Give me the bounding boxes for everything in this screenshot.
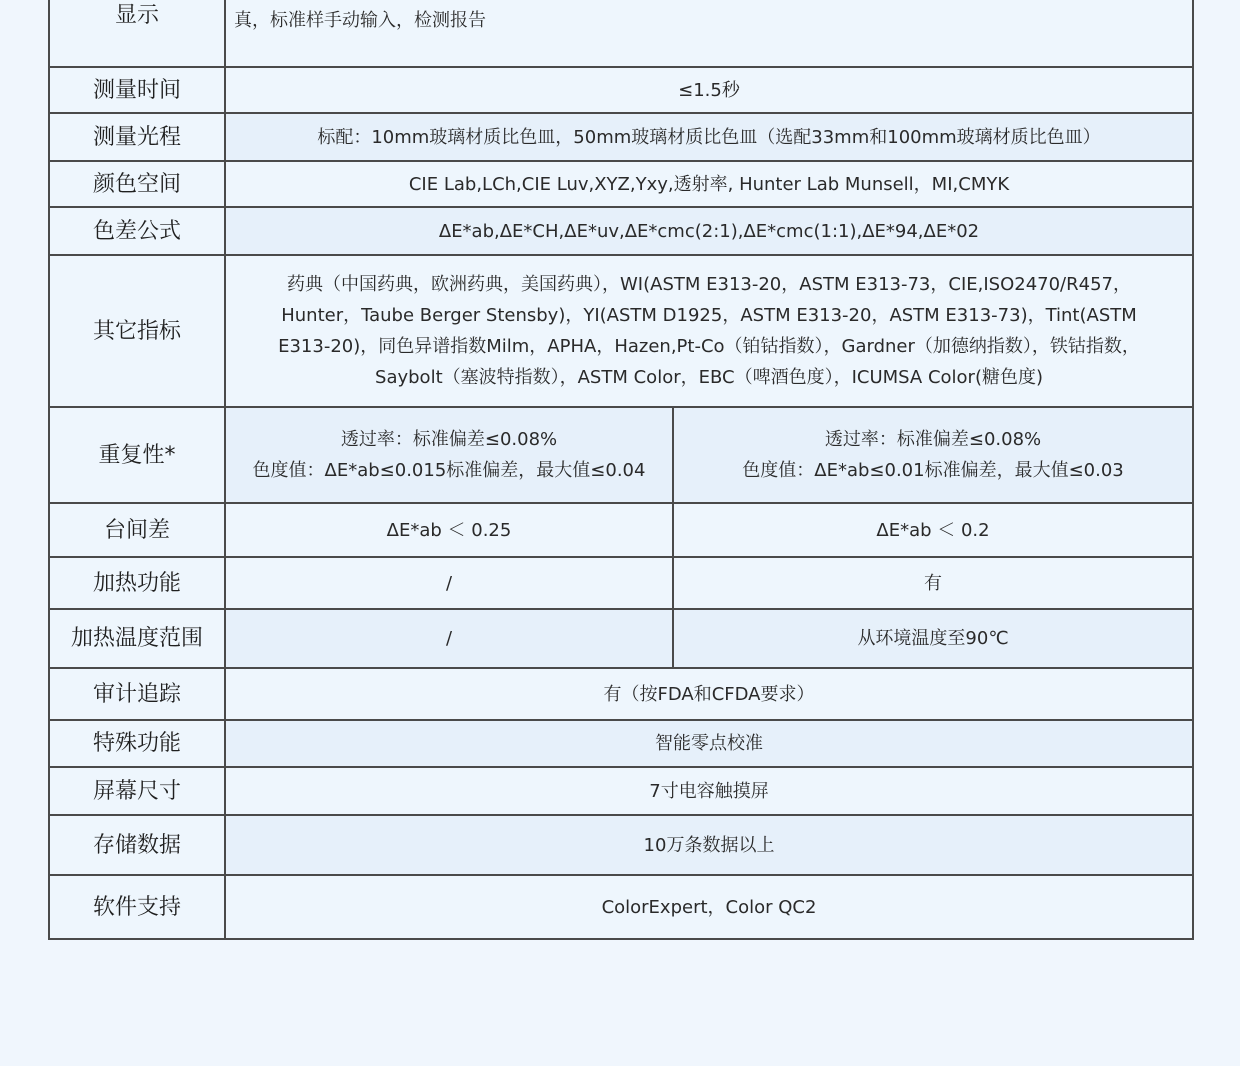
row-repeatability — [49, 407, 1193, 503]
row-value: 有（按FDA和CFDA要求） — [225, 668, 1193, 720]
row-other-indices — [49, 255, 1193, 407]
row-label: 色差公式 — [49, 207, 225, 255]
row-label: 加热功能 — [49, 557, 225, 609]
row-value: ΔE*ab,ΔE*CH,ΔE*uv,ΔE*cmc(2:1),ΔE*cmc(1:1),ΔE*94,ΔE*02 — [225, 207, 1193, 255]
row-value — [225, 255, 1193, 407]
row-label: 软件支持 — [49, 875, 225, 939]
row-value-right: ΔE*ab ＜ 0.2 — [673, 503, 1193, 557]
row-measure-time — [49, 67, 1193, 113]
row-storage — [49, 815, 1193, 875]
row-screen — [49, 767, 1193, 815]
row-audit — [49, 668, 1193, 720]
row-label: 显示 — [49, 0, 225, 67]
row-inter-instrument — [49, 503, 1193, 557]
row-value: CIE Lab,LCh,CIE Luv,XYZ,Yxy,透射率, Hunter Lab Munsell，MI,CMYK — [225, 161, 1193, 207]
other-indices-line-1: 药典（中国药典，欧洲药典，美国药典），WI(ASTM E313-20，ASTM E313-73，CIE,ISO2470/R457， — [287, 274, 1131, 295]
other-indices-line-3: E313-20)，同色异谱指数Milm，APHA，Hazen,Pt-Co（铂钴指数），Gardner（加德纳指数），铁钴指数， — [278, 336, 1140, 357]
row-label: 加热温度范围 — [49, 609, 225, 668]
row-label: 存储数据 — [49, 815, 225, 875]
row-value — [225, 0, 1193, 67]
repeatability-left-line-2: 色度值：ΔE*ab≤0.015标准偏差，最大值≤0.04 — [252, 460, 646, 481]
row-value: 10万条数据以上 — [225, 815, 1193, 875]
row-label: 颜色空间 — [49, 161, 225, 207]
row-value-left: ΔE*ab ＜ 0.25 — [225, 503, 673, 557]
row-color-space — [49, 161, 1193, 207]
repeatability-right-line-1: 透过率：标准偏差≤0.08% — [824, 429, 1042, 450]
row-label: 测量时间 — [49, 67, 225, 113]
row-label: 其它指标 — [49, 255, 225, 407]
row-label: 重复性* — [49, 407, 225, 503]
row-value-right: 有 — [673, 557, 1193, 609]
row-label: 审计追踪 — [49, 668, 225, 720]
other-indices-line-2: Hunter，Taube Berger Stensby)，YI(ASTM D1925，ASTM E313-20，ASTM E313-73)，Tint(ASTM — [281, 305, 1137, 326]
row-display — [49, 0, 1193, 67]
row-value: 标配：10mm玻璃材质比色皿，50mm玻璃材质比色皿（选配33mm和100mm玻璃材质比色皿） — [225, 113, 1193, 161]
row-value-left — [225, 407, 673, 503]
row-label: 屏幕尺寸 — [49, 767, 225, 815]
display-line-2: 真，标准样手动输入，检测报告 — [234, 10, 486, 31]
row-optical-path — [49, 113, 1193, 161]
row-formula — [49, 207, 1193, 255]
row-software — [49, 875, 1193, 939]
row-label: 测量光程 — [49, 113, 225, 161]
row-label: 台间差 — [49, 503, 225, 557]
row-value-left: / — [225, 557, 673, 609]
row-value: 智能零点校准 — [225, 720, 1193, 767]
row-value: ColorExpert，Color QC2 — [225, 875, 1193, 939]
row-label: 特殊功能 — [49, 720, 225, 767]
repeatability-right-line-2: 色度值：ΔE*ab≤0.01标准偏差，最大值≤0.03 — [742, 460, 1124, 481]
specification-table — [48, 0, 1194, 940]
row-special — [49, 720, 1193, 767]
other-indices-line-4: Saybolt（塞波特指数），ASTM Color，EBC（啤酒色度），ICUMSA Color(糖色度) — [375, 367, 1043, 388]
row-heating — [49, 557, 1193, 609]
row-value: 7寸电容触摸屏 — [225, 767, 1193, 815]
row-value-right — [673, 407, 1193, 503]
row-value-right: 从环境温度至90℃ — [673, 609, 1193, 668]
repeatability-left-line-1: 透过率：标准偏差≤0.08% — [340, 429, 558, 450]
row-value: ≤1.5秒 — [225, 67, 1193, 113]
row-value-left: / — [225, 609, 673, 668]
row-heating-range — [49, 609, 1193, 668]
